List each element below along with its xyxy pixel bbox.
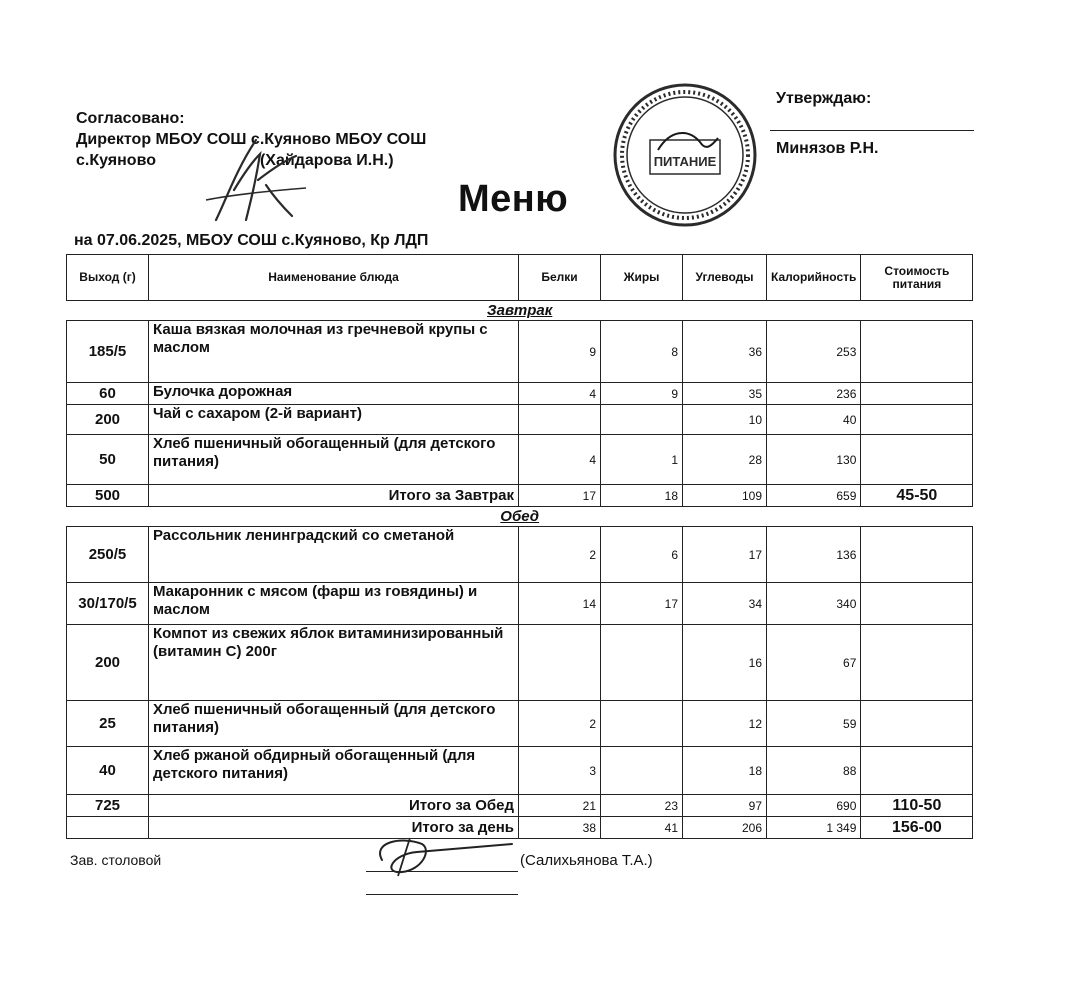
row-protein: 3 (519, 747, 601, 795)
total-yield: 725 (67, 795, 149, 817)
agreed-line2-text: с.Куяново (76, 152, 156, 169)
row-name: Каша вязкая молочная из гречневой крупы с маслом (149, 321, 519, 383)
row-carbs: 36 (683, 321, 767, 383)
row-calories: 40 (767, 405, 861, 435)
row-name: Хлеб пшеничный обогащенный (для детского питания) (149, 435, 519, 485)
row-calories: 340 (767, 583, 861, 625)
total-cost: 110-50 (861, 795, 973, 817)
row-name: Чай с сахаром (2-й вариант) (149, 405, 519, 435)
row-calories: 59 (767, 701, 861, 747)
row-fat: 8 (601, 321, 683, 383)
total-calories: 690 (767, 795, 861, 817)
row-fat: 1 (601, 435, 683, 485)
row-cost (861, 321, 973, 383)
col-name: Наименование блюда (149, 255, 519, 301)
table-row (67, 383, 973, 405)
total-label: Итого за Обед (149, 795, 519, 817)
row-protein: 14 (519, 583, 601, 625)
row-cost (861, 583, 973, 625)
col-yield: Выход (г) (67, 255, 149, 301)
col-cost: Стоимость питания (861, 255, 973, 301)
organization-stamp (610, 80, 760, 230)
total-fat: 23 (601, 795, 683, 817)
lunch-total-row (67, 795, 973, 817)
total-carbs: 97 (683, 795, 767, 817)
col-calories: Калорийность (767, 255, 861, 301)
row-carbs: 17 (683, 527, 767, 583)
table-row (67, 435, 973, 485)
row-name: Макаронник с мясом (фарш из говядины) и маслом (149, 583, 519, 625)
row-name: Хлеб пшеничный обогащенный (для детского питания) (149, 701, 519, 747)
total-fat: 18 (601, 485, 683, 507)
total-label: Итого за Завтрак (149, 485, 519, 507)
row-yield: 30/170/5 (67, 583, 149, 625)
table-header-row (67, 255, 973, 301)
row-yield: 25 (67, 701, 149, 747)
row-carbs: 28 (683, 435, 767, 485)
table-row (67, 405, 973, 435)
row-yield: 50 (67, 435, 149, 485)
menu-subtitle: на 07.06.2025, МБОУ СОШ с.Куяново, Кр ЛДП (74, 232, 429, 249)
row-fat: 17 (601, 583, 683, 625)
row-cost (861, 405, 973, 435)
row-calories: 236 (767, 383, 861, 405)
approve-label: Утверждаю: (776, 90, 872, 107)
day-total-protein: 38 (519, 817, 601, 839)
row-fat: 6 (601, 527, 683, 583)
chef-label: Зав. столовой (70, 852, 162, 868)
row-carbs: 18 (683, 747, 767, 795)
col-carbs: Углеводы (683, 255, 767, 301)
row-name: Компот из свежих яблок витаминизированный (витамин С) 200г (149, 625, 519, 701)
day-total-cost: 156-00 (861, 817, 973, 839)
row-name: Хлеб ржаной обдирный обогащенный (для детского питания) (149, 747, 519, 795)
day-total-fat: 41 (601, 817, 683, 839)
row-yield: 60 (67, 383, 149, 405)
section-lunch (67, 507, 973, 527)
row-yield: 200 (67, 625, 149, 701)
row-calories: 253 (767, 321, 861, 383)
row-carbs: 34 (683, 583, 767, 625)
col-protein: Белки (519, 255, 601, 301)
row-fat (601, 405, 683, 435)
row-protein: 2 (519, 527, 601, 583)
agreed-line1: Директор МБОУ СОШ с.Куяново МБОУ СОШ (76, 131, 427, 148)
total-protein: 17 (519, 485, 601, 507)
row-protein (519, 405, 601, 435)
table-row (67, 747, 973, 795)
menu-table (66, 254, 973, 839)
day-total-calories: 1 349 (767, 817, 861, 839)
row-protein: 4 (519, 383, 601, 405)
row-calories: 130 (767, 435, 861, 485)
row-cost (861, 701, 973, 747)
table-row (67, 583, 973, 625)
table-row (67, 625, 973, 701)
row-cost (861, 435, 973, 485)
row-calories: 88 (767, 747, 861, 795)
row-carbs: 35 (683, 383, 767, 405)
section-breakfast (67, 301, 973, 321)
row-carbs: 16 (683, 625, 767, 701)
section-lunch-title: Обед (500, 508, 540, 525)
row-carbs: 12 (683, 701, 767, 747)
total-calories: 659 (767, 485, 861, 507)
row-name: Булочка дорожная (149, 383, 519, 405)
total-cost: 45-50 (861, 485, 973, 507)
chef-name: (Салихьянова Т.А.) (520, 852, 653, 869)
day-total-yield (67, 817, 149, 839)
row-fat (601, 625, 683, 701)
page-title: Меню (458, 178, 569, 220)
total-protein: 21 (519, 795, 601, 817)
breakfast-total-row (67, 485, 973, 507)
row-yield: 185/5 (67, 321, 149, 383)
row-carbs: 10 (683, 405, 767, 435)
row-protein: 2 (519, 701, 601, 747)
row-yield: 250/5 (67, 527, 149, 583)
director-signature (196, 130, 316, 230)
table-row (67, 321, 973, 383)
approve-signature-line (770, 130, 974, 131)
row-yield: 200 (67, 405, 149, 435)
agreed-name: (Хайдарова И.Н.) (259, 152, 394, 169)
total-yield: 500 (67, 485, 149, 507)
chef-signature (362, 830, 522, 880)
stamp-center-text: ПИТАНИЕ (653, 154, 717, 169)
approver-name: Минязов Р.Н. (776, 140, 879, 157)
row-protein: 9 (519, 321, 601, 383)
row-protein (519, 625, 601, 701)
row-calories: 136 (767, 527, 861, 583)
row-yield: 40 (67, 747, 149, 795)
chef-signature-line (366, 871, 518, 872)
row-cost (861, 527, 973, 583)
row-cost (861, 383, 973, 405)
row-calories: 67 (767, 625, 861, 701)
row-fat (601, 747, 683, 795)
total-carbs: 109 (683, 485, 767, 507)
day-total-label: Итого за день (149, 817, 519, 839)
row-cost (861, 625, 973, 701)
row-cost (861, 747, 973, 795)
section-breakfast-title: Завтрак (487, 302, 553, 319)
row-name: Рассольник ленинградский со сметаной (149, 527, 519, 583)
agreed-label: Согласовано: (76, 110, 185, 127)
row-fat (601, 701, 683, 747)
col-fat: Жиры (601, 255, 683, 301)
row-protein: 4 (519, 435, 601, 485)
day-total-carbs: 206 (683, 817, 767, 839)
table-row (67, 527, 973, 583)
table-row (67, 701, 973, 747)
row-fat: 9 (601, 383, 683, 405)
chef-extra-line (366, 894, 518, 895)
